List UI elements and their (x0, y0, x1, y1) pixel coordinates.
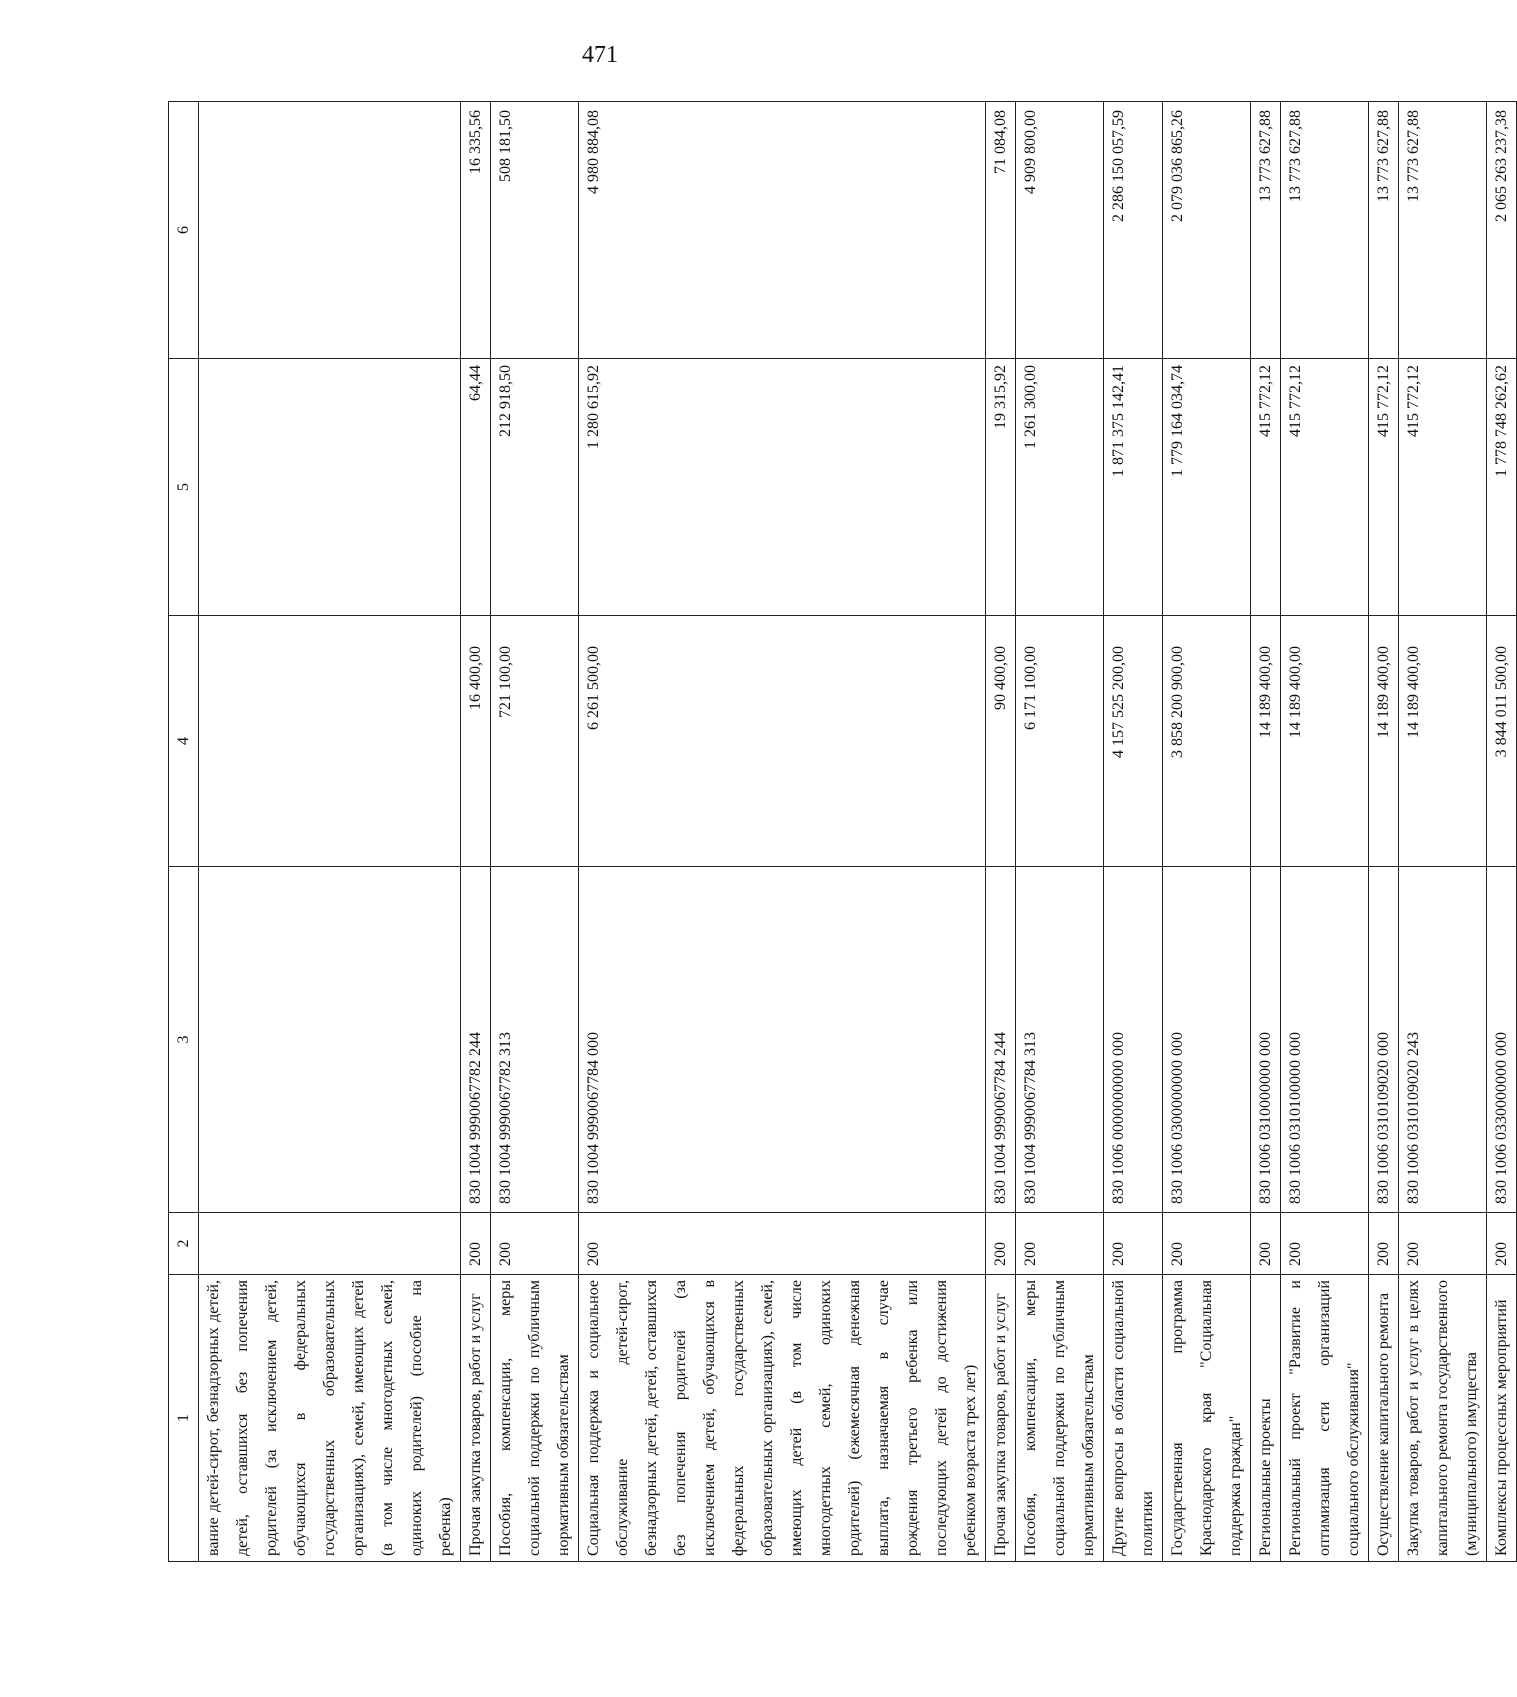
table-row (1487, 102, 1517, 1562)
row-amount-col6: 13 773 627,88 (1369, 102, 1399, 359)
row-amount-col4: 14 189 400,00 (1399, 616, 1487, 867)
row-amount-col6 (199, 102, 461, 359)
row-col2-value: 200 (1369, 1213, 1399, 1275)
row-budget-code: 830 1006 0300000000 000 (1163, 867, 1251, 1213)
row-amount-col4 (199, 616, 461, 867)
row-description: Пособия, компенсации, меры социальной поддержки по публичным нормативным обязательствам (491, 1275, 579, 1562)
table-row (579, 102, 986, 1562)
row-amount-col5: 1 778 748 262,62 (1487, 359, 1517, 616)
row-budget-code: 830 1006 0310109020 243 (1399, 867, 1487, 1213)
table-row (1016, 102, 1104, 1562)
table-row (491, 102, 579, 1562)
rotated-table-wrapper (168, 102, 1510, 1562)
row-amount-col4: 16 400,00 (461, 616, 491, 867)
row-amount-col4: 14 189 400,00 (1251, 616, 1281, 867)
row-budget-code (199, 867, 461, 1213)
row-amount-col6: 71 084,08 (986, 102, 1016, 359)
row-amount-col5: 19 315,92 (986, 359, 1016, 616)
row-amount-col5: 1 779 164 034,74 (1163, 359, 1251, 616)
row-budget-code: 830 1006 0310000000 000 (1251, 867, 1281, 1213)
table-row (461, 102, 491, 1562)
row-amount-col6: 4 909 800,00 (1016, 102, 1104, 359)
row-col2-value: 200 (1251, 1213, 1281, 1275)
row-col2-value: 200 (491, 1213, 579, 1275)
row-budget-code: 830 1006 0000000000 000 (1104, 867, 1163, 1213)
table-row (1163, 102, 1251, 1562)
row-description: Региональные проекты (1251, 1275, 1281, 1562)
row-budget-code: 830 1006 0310109020 000 (1369, 867, 1399, 1213)
table-row (986, 102, 1016, 1562)
row-budget-code: 830 1004 9990067784 244 (986, 867, 1016, 1213)
row-amount-col4: 3 844 011 500,00 (1487, 616, 1517, 867)
row-description: Закупка товаров, работ и услуг в целях капитального ремонта государственного (муниципального) имущества (1399, 1275, 1487, 1562)
table-row (1369, 102, 1399, 1562)
row-description: Осуществление капитального ремонта (1369, 1275, 1399, 1562)
header-col-5: 5 (169, 359, 199, 616)
row-budget-code: 830 1006 0310100000 000 (1281, 867, 1369, 1213)
row-amount-col6: 2 079 036 865,26 (1163, 102, 1251, 359)
table-row (1399, 102, 1487, 1562)
budget-table (168, 101, 1517, 1562)
row-amount-col6: 16 335,56 (461, 102, 491, 359)
header-col-3: 3 (169, 867, 199, 1213)
header-col-4: 4 (169, 616, 199, 867)
row-col2-value: 200 (461, 1213, 491, 1275)
row-amount-col6: 2 065 263 237,38 (1487, 102, 1517, 359)
row-description: вание детей-сирот, безнадзорных детей, детей, оставшихся без попечения родителей (за исключением детей, обучающихся в федеральных государственных образовательных организациях), семей, имеющих детей (в том числе многодетных семей, одиноких родителей) (пособие на ребенка) (199, 1275, 461, 1562)
row-budget-code: 830 1004 9990067784 313 (1016, 867, 1104, 1213)
header-col-6: 6 (169, 102, 199, 359)
row-amount-col6: 508 181,50 (491, 102, 579, 359)
row-amount-col4: 14 189 400,00 (1369, 616, 1399, 867)
row-amount-col5: 415 772,12 (1281, 359, 1369, 616)
row-col2-value: 200 (1104, 1213, 1163, 1275)
row-amount-col4: 3 858 200 900,00 (1163, 616, 1251, 867)
table-row (1251, 102, 1281, 1562)
row-amount-col4: 6 171 100,00 (1016, 616, 1104, 867)
row-amount-col4: 14 189 400,00 (1281, 616, 1369, 867)
row-budget-code: 830 1004 9990067782 244 (461, 867, 491, 1213)
row-description: Социальная поддержка и социальное обслуживание детей-сирот, безнадзорных детей, детей, оставшихся без попечения родителей (за исключением детей, обучающихся в федеральных государственных образовательных организациях), семей, имеющих детей (в том числе многодетных семей, одиноких родителей) (ежемесячная денежная выплата, назначаемая в случае рождения третьего ребенка или последующих детей до достижения ребенком возраста трех лет) (579, 1275, 986, 1562)
header-col-2: 2 (169, 1213, 199, 1275)
row-amount-col6: 13 773 627,88 (1399, 102, 1487, 359)
row-description: Другие вопросы в области социальной политики (1104, 1275, 1163, 1562)
row-amount-col4: 721 100,00 (491, 616, 579, 867)
row-amount-col5: 415 772,12 (1399, 359, 1487, 616)
row-amount-col6: 13 773 627,88 (1251, 102, 1281, 359)
table-row (199, 102, 461, 1562)
row-amount-col5: 415 772,12 (1369, 359, 1399, 616)
row-col2-value (199, 1213, 461, 1275)
row-amount-col5: 212 918,50 (491, 359, 579, 616)
budget-table-body (169, 102, 1517, 1562)
row-amount-col5: 64,44 (461, 359, 491, 616)
row-col2-value: 200 (579, 1213, 986, 1275)
row-description: Прочая закупка товаров, работ и услуг (461, 1275, 491, 1562)
row-budget-code: 830 1006 0330000000 000 (1487, 867, 1517, 1213)
row-col2-value: 200 (1281, 1213, 1369, 1275)
row-description: Региональный проект "Развитие и оптимизация сети организаций социального обслуживания" (1281, 1275, 1369, 1562)
row-col2-value: 200 (1399, 1213, 1487, 1275)
table-row (1104, 102, 1163, 1562)
row-amount-col4: 90 400,00 (986, 616, 1016, 867)
row-description: Пособия, компенсации, меры социальной поддержки по публичным нормативным обязательствам (1016, 1275, 1104, 1562)
page-number: 471 (582, 42, 618, 68)
row-col2-value: 200 (986, 1213, 1016, 1275)
row-amount-col5 (199, 359, 461, 616)
row-amount-col6: 4 980 884,08 (579, 102, 986, 359)
row-col2-value: 200 (1163, 1213, 1251, 1275)
row-description: Комплексы процессных мероприятий (1487, 1275, 1517, 1562)
row-amount-col5: 1 280 615,92 (579, 359, 986, 616)
row-description: Прочая закупка товаров, работ и услуг (986, 1275, 1016, 1562)
header-col-1: 1 (169, 1275, 199, 1562)
row-amount-col4: 6 261 500,00 (579, 616, 986, 867)
table-row (1281, 102, 1369, 1562)
row-col2-value: 200 (1487, 1213, 1517, 1275)
row-amount-col6: 2 286 150 057,59 (1104, 102, 1163, 359)
table-header-row (169, 102, 199, 1562)
row-amount-col5: 1 871 375 142,41 (1104, 359, 1163, 616)
row-budget-code: 830 1004 9990067782 313 (491, 867, 579, 1213)
row-budget-code: 830 1004 9990067784 000 (579, 867, 986, 1213)
row-amount-col4: 4 157 525 200,00 (1104, 616, 1163, 867)
row-col2-value: 200 (1016, 1213, 1104, 1275)
row-amount-col5: 1 261 300,00 (1016, 359, 1104, 616)
row-amount-col5: 415 772,12 (1251, 359, 1281, 616)
row-description: Государственная программа Краснодарского края "Социальная поддержка граждан" (1163, 1275, 1251, 1562)
row-amount-col6: 13 773 627,88 (1281, 102, 1369, 359)
